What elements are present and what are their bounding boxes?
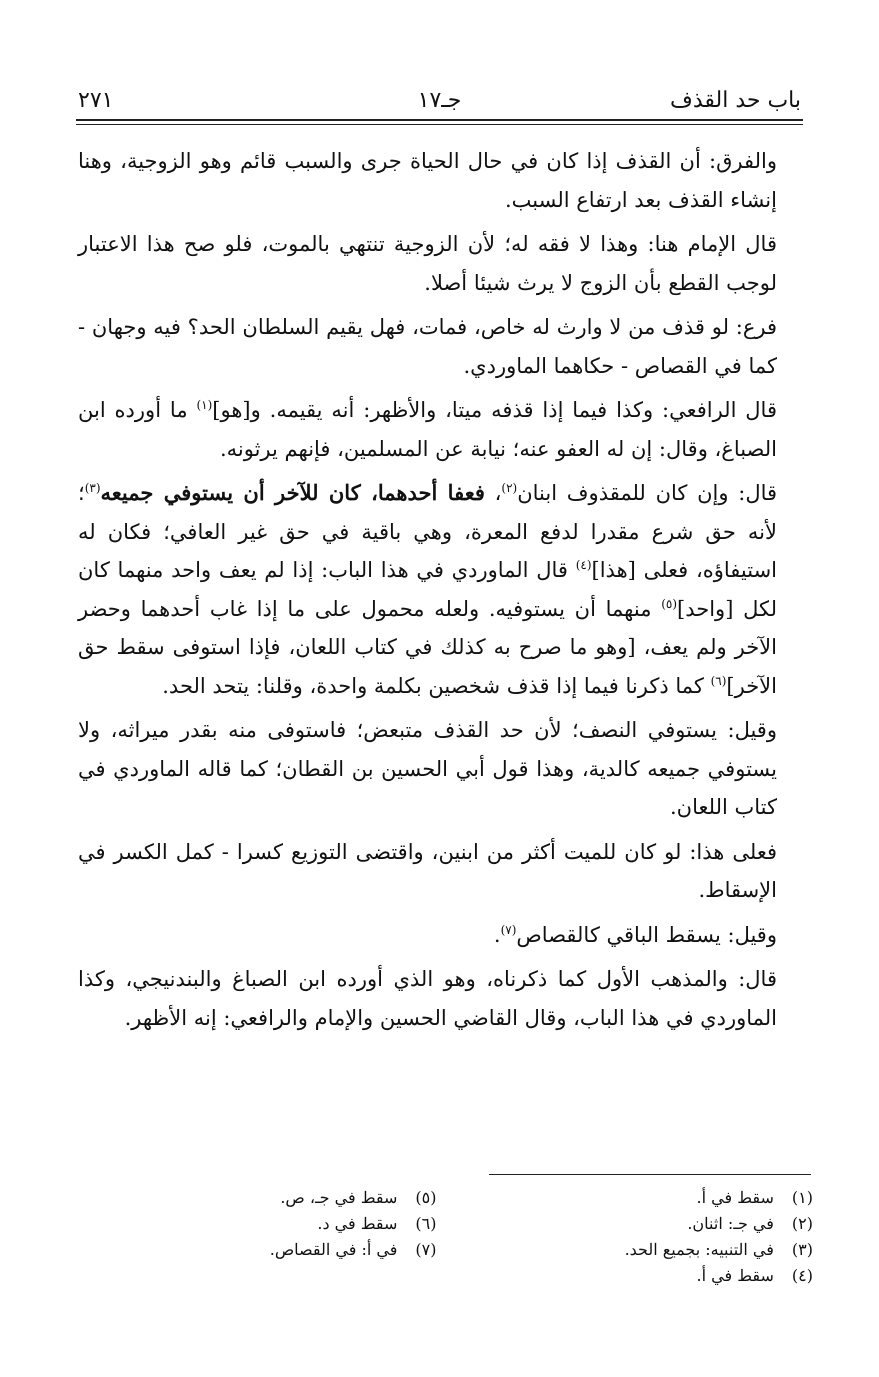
footnote-ref: (٦) — [710, 673, 727, 688]
footnote-ref: (١) — [196, 398, 213, 412]
header-rule-thick — [76, 119, 803, 121]
text-run: منهما أن يستوفيه. ولعله محمول على ما إذا غاب أحدهما وحضر الآخر ولم يعف، [وهو ما صرح به كذلك في كتاب اللعان، فإذا استوفى سقط حق الآخر] — [78, 596, 777, 698]
footnote-text: سقط في د. — [317, 1214, 403, 1233]
text-run: قال الرافعي: وكذا فيما إذا قذفه ميتا، والأظهر: أنه يقيمه. و[هو] — [212, 398, 777, 422]
footnote-number: (٣) — [791, 1240, 813, 1259]
footnote-text: سقط في أ. — [696, 1188, 779, 1207]
text-run: وقيل: يستوفي النصف؛ لأن حد القذف متبعض؛ فاستوفى منه بقدر ميراثه، ولا يستوفي جميعه كالدية، وهذا قول أبي الحسين بن القطان؛ كما قاله الماوردي في كتاب اللعان. — [78, 718, 777, 819]
footnote-text: في التنبيه: بجميع الحد. — [624, 1240, 779, 1259]
footnote-ref: (٢) — [501, 481, 518, 495]
paragraph — [78, 711, 801, 827]
footnotes-left-column — [120, 1185, 437, 1289]
text-run: . — [493, 922, 501, 947]
footnote-number: (٦) — [415, 1214, 437, 1233]
footnotes-right-column — [497, 1185, 814, 1289]
chapter-title: باب حد القذف — [670, 87, 801, 113]
text-run: قال: وإن كان للمقذوف ابنان — [517, 481, 778, 505]
footnote-text: في جـ: اثنان. — [687, 1214, 779, 1233]
page-number: ٢٧١ — [78, 87, 114, 113]
footnote — [497, 1237, 814, 1263]
footnote-ref: (٥) — [661, 596, 678, 611]
footnote-text: سقط في جـ، ص. — [280, 1188, 403, 1207]
text-run: فرع: لو قذف من لا وارث له خاص، فمات، فهل يقيم السلطان الحد؟ فيه وجهان - كما في القصاص - حكاهما الماوردي. — [78, 315, 777, 378]
text-run: كما ذكرنا فيما إذا قذف شخصين بكلمة واحدة، وقلنا: يتحد الحد. — [162, 673, 711, 698]
text-run: قال الإمام هنا: وهذا لا فقه له؛ لأن الزوجية تنتهي بالموت، فلو صح هذا الاعتبار لوجب القطع بأن الزوج لا يرث شيئا أصلا. — [78, 232, 777, 295]
footnote-ref: (٤) — [575, 558, 592, 572]
paragraph — [78, 916, 801, 955]
footnote — [497, 1263, 814, 1289]
footnote-separator — [489, 1174, 811, 1175]
footnote — [120, 1185, 437, 1211]
footnote-number: (٤) — [791, 1266, 813, 1285]
body-text — [78, 142, 801, 1043]
text-run: ؛ لأنه حق شرع مقدرا لدفع المعرة، وهي باقية في حق غير العافي؛ فكان له استيفاؤه، فعلى [هذا] — [78, 481, 778, 582]
paragraph — [78, 960, 801, 1037]
footnote-text: سقط في أ. — [696, 1266, 779, 1285]
footnote-number: (٥) — [415, 1188, 437, 1207]
footnote — [120, 1237, 437, 1263]
paragraph — [78, 474, 801, 705]
paragraph — [78, 391, 801, 468]
footnote-number: (٧) — [415, 1240, 437, 1259]
footnote-ref: (٣) — [84, 481, 101, 495]
text-run: فعلى هذا: لو كان للميت أكثر من ابنين، واقتضى التوزيع كسرا - كمل الكسر في الإسقاط. — [78, 839, 777, 902]
paragraph — [78, 308, 801, 385]
running-header — [78, 82, 801, 118]
footnote — [497, 1185, 814, 1211]
volume-label: جـ١٧ — [417, 87, 462, 113]
paragraph — [78, 833, 801, 910]
footnote-number: (١) — [791, 1188, 813, 1207]
paragraph — [78, 225, 801, 302]
text-run: قال: والمذهب الأول كما ذكرناه، وهو الذي أورده ابن الصباغ والبندنيجي، وكذا الماوردي في هذا الباب، وقال القاضي الحسين والإمام والرافعي: إنه الأظهر. — [78, 967, 777, 1030]
footnotes — [120, 1185, 813, 1289]
footnote-number: (٢) — [791, 1214, 813, 1233]
footnote-ref: (٧) — [500, 922, 517, 937]
header-rule-thin — [76, 124, 803, 125]
footnote — [497, 1211, 814, 1237]
footnote-text: في أ: في القصاص. — [269, 1240, 403, 1259]
text-run: ما أورده ابن الصباغ، وقال: إن له العفو عنه؛ نيابة عن المسلمين، فإنهم يرثونه. — [78, 398, 777, 461]
footnote — [120, 1211, 437, 1237]
paragraph — [78, 142, 801, 219]
text-run: وقيل: يسقط الباقي كالقصاص — [516, 922, 777, 947]
text-run: والفرق: أن القذف إذا كان في حال الحياة جرى والسبب قائم وهو الزوجية، وهنا إنشاء القذف بعد ارتفاع السبب. — [78, 149, 777, 212]
text-run: ، — [484, 481, 502, 505]
text-run: قال الماوردي في هذا الباب: إذا لم يعف واحد منهما كان لكل [واحد] — [78, 558, 778, 621]
bold-text: فعفا أحدهما، كان للآخر أن يستوفي جميعه — [100, 480, 485, 505]
